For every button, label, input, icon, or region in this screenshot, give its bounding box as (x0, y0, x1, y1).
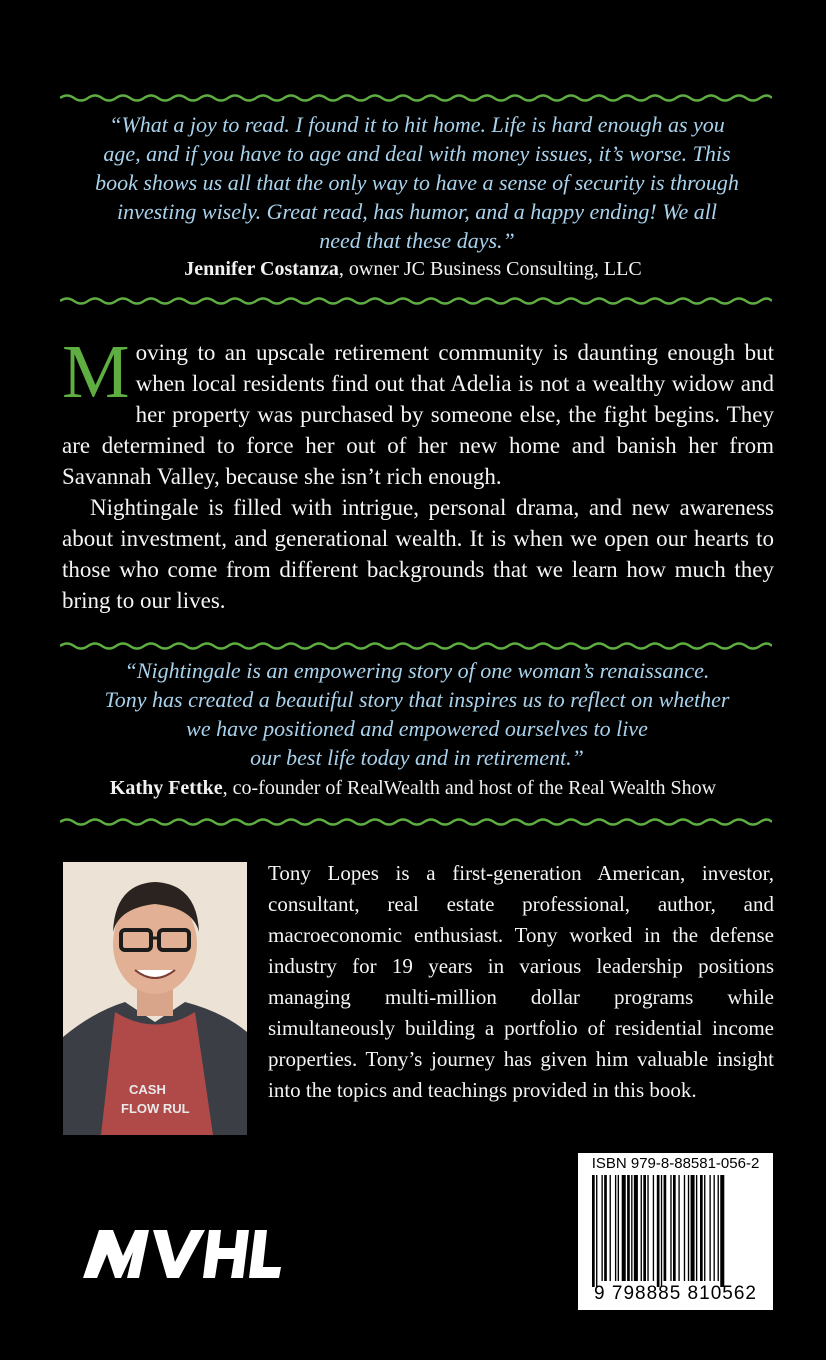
endorsement-attribution-1 (40, 258, 786, 281)
barcode-bar (592, 1175, 595, 1287)
quote-line: investing wisely. Great read, has humor, and a happy ending! We all (116, 199, 718, 224)
wave-divider (60, 641, 772, 651)
quote-line: age, and if you have to age and deal with money issues, it’s worse. This (103, 141, 731, 166)
endorser-affiliation: , owner JC Business Consulting, LLC (338, 258, 642, 280)
author-portrait-icon (63, 862, 247, 1135)
barcode-digits: 9 798885 810562 (594, 1283, 757, 1304)
barcode-bar (718, 1175, 719, 1281)
barcode-bar (641, 1175, 642, 1281)
endorsement-attribution-2 (40, 777, 786, 800)
barcode-bar (688, 1175, 689, 1281)
barcode-bar (604, 1175, 607, 1281)
wave-divider (60, 296, 772, 306)
isbn-barcode (578, 1153, 773, 1310)
description-paragraph-1: Moving to an upscale retirement community is daunting enough but when local residents find out that Adelia is not a wealthy widow and her property was purchased by someone else, the fight begins. They are determined to force her out of her new home and banish her from Savannah Valley, because she isn’t rich enough. (62, 330, 774, 489)
barcode-bar (678, 1175, 679, 1281)
barcode-bar (691, 1175, 695, 1281)
quote-line: our best life today and in retirement.” (250, 745, 584, 770)
barcode-bar (696, 1175, 697, 1281)
barcode-bar (627, 1175, 630, 1281)
book-description (62, 330, 774, 616)
barcode-bar (631, 1175, 632, 1281)
description-paragraph-2: Nightingale is filled with intrigue, personal drama, and new awareness about investment, and generational wealth. It is when we open our hearts to those who come from different backgrounds that we learn how much they bring to our lives. (62, 495, 774, 613)
barcode-bar (634, 1175, 638, 1281)
barcode-bar (720, 1175, 724, 1287)
isbn-label: ISBN 979-8-88581-056-2 (591, 1155, 760, 1172)
barcode-bar (709, 1175, 710, 1281)
barcode-bar (684, 1175, 685, 1281)
quote-line: book shows us all that the only way to have a sense of security is through (95, 170, 739, 195)
endorsement-quote-2 (62, 656, 772, 772)
barcode-bar (653, 1175, 654, 1281)
barcode-bar (704, 1175, 705, 1281)
endorser-affiliation: , co-founder of RealWealth and host of the Real Wealth Show (222, 777, 717, 799)
barcode-bar (643, 1175, 646, 1281)
shirt-text-line2: FLOW RUL (121, 1101, 190, 1116)
author-photo (63, 862, 247, 1135)
barcode-bar (657, 1175, 660, 1287)
barcode-bar (714, 1175, 715, 1281)
quote-line: need that these days.” (319, 228, 515, 253)
barcode-bar (647, 1175, 648, 1281)
barcode-bar (664, 1175, 667, 1281)
barcode-bar (700, 1175, 703, 1281)
barcode-bar (673, 1175, 676, 1281)
barcode-bar (596, 1175, 597, 1287)
barcode-bar (615, 1175, 616, 1281)
barcode-bar (622, 1175, 626, 1281)
quote-line: “What a joy to read. I found it to hit home. Life is hard enough as you (109, 112, 725, 137)
endorsement-quote-1 (62, 110, 772, 255)
endorser-name: Jennifer Costanza (184, 258, 339, 280)
author-bio: Tony Lopes is a first-generation American, investor, consultant, real estate professional, author, and macroeconomic enthusiast. Tony worked in the defense industry for 19 years in various leadership positions managing multi-million dollar programs while simultaneously building a portfolio of residential income properties. Tony’s journey has given him valuable insight into the topics and teachings provided in this book. (268, 861, 774, 1102)
quote-line: “Nightingale is an empowering story of one woman’s renaissance. (124, 658, 710, 683)
barcode-bar (610, 1175, 611, 1281)
barcode-bar (618, 1175, 619, 1281)
quote-line: Tony has created a beautiful story that inspires us to reflect on whether (104, 687, 730, 712)
wave-divider-top (60, 93, 772, 103)
endorser-name: Kathy Fettke (109, 777, 223, 799)
barcode-bar (670, 1175, 671, 1281)
shirt-text-line1: CASH (129, 1082, 166, 1097)
wave-divider (60, 817, 772, 827)
drop-cap: M (62, 330, 130, 414)
barcode-bar (661, 1175, 662, 1287)
barcode-bar (601, 1175, 602, 1281)
publisher-logo (83, 1226, 283, 1282)
quote-line: we have positioned and empowered ourselves to live (186, 716, 648, 741)
